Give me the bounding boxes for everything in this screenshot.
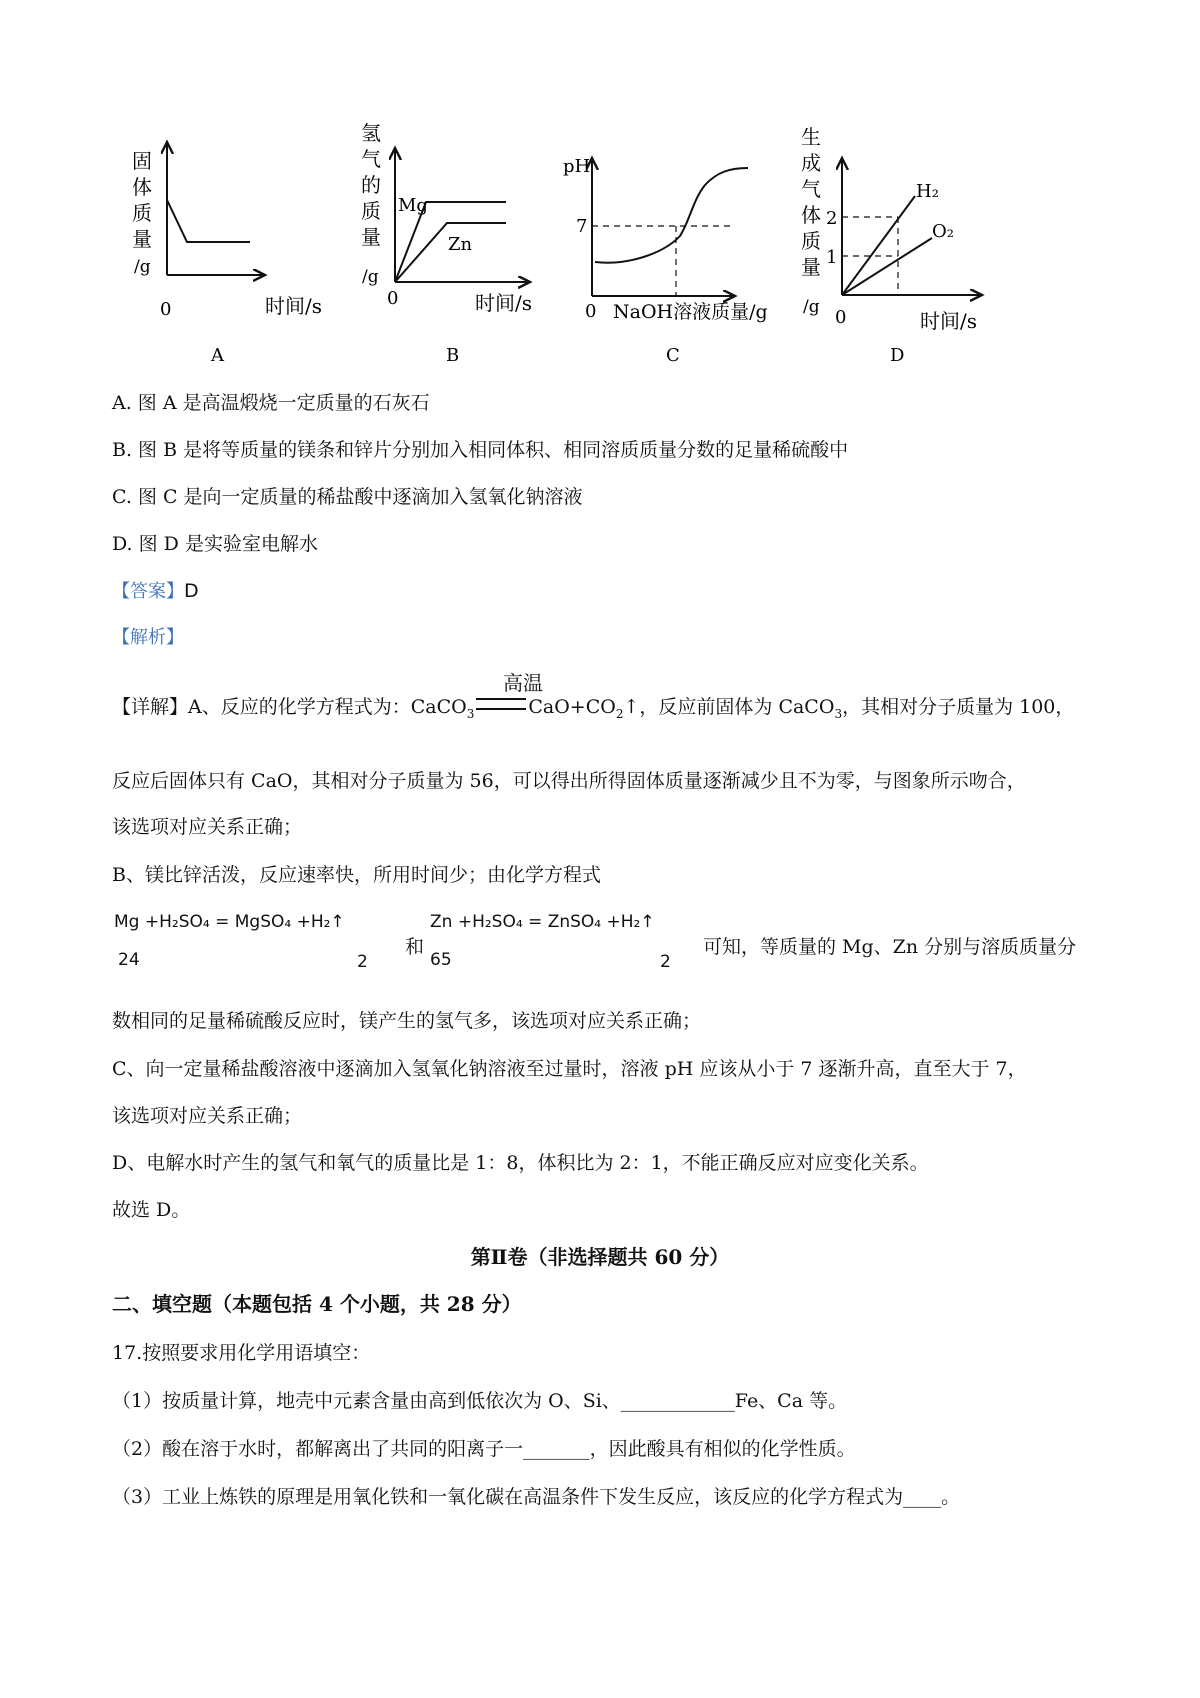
equation-zn: Zn +H₂SO₄ = ZnSO₄ +H₂↑ xyxy=(430,912,655,932)
figure-d xyxy=(801,125,982,366)
caco3-sub: 3 xyxy=(466,707,475,721)
detail-tag: 【详解】 xyxy=(112,696,189,718)
option-d: D. 图 D 是实验室电解水 xyxy=(112,533,318,555)
svg-text:/g: /g xyxy=(134,257,151,277)
figure-d-o2-line xyxy=(842,238,932,295)
caco3-sub-2: 3 xyxy=(834,707,843,721)
svg-text:质: 质 xyxy=(361,199,381,223)
figure-d-origin: 0 xyxy=(835,307,847,328)
figure-b-xlabel: 时间/s xyxy=(475,291,533,315)
figure-d-h2-label: H₂ xyxy=(916,181,939,202)
question-17-3: （3）工业上炼铁的原理是用氧化铁和一氧化碳在高温条件下发生反应，该反应的化学方程式为____。 xyxy=(112,1486,961,1508)
figure-a-letter: A xyxy=(211,345,224,366)
figure-b-letter: B xyxy=(446,345,460,366)
figure-b-ylabel xyxy=(361,121,381,287)
equation-zn-num1: 65 xyxy=(430,950,452,970)
figure-d-o2-label: O₂ xyxy=(932,221,954,242)
answer-value: D xyxy=(184,580,199,602)
svg-text:气: 气 xyxy=(361,147,381,171)
svg-text:量: 量 xyxy=(801,255,821,279)
svg-text:氢: 氢 xyxy=(361,121,381,145)
option-c: C. 图 C 是向一定质量的稀盐酸中逐滴加入氢氧化钠溶液 xyxy=(112,486,583,508)
svg-text:体: 体 xyxy=(801,203,821,227)
detail-a-line3: 该选项对应关系正确； xyxy=(112,816,303,838)
detail-choose: 故选 D。 xyxy=(112,1199,191,1221)
detail-a-suffix1: ，反应前固体为 CaCO xyxy=(639,696,835,718)
detail-a-prefix: A、反应的化学方程式为：CaCO xyxy=(188,696,467,718)
svg-text:/g: /g xyxy=(362,267,379,287)
equation-and: 和 xyxy=(405,936,425,958)
reaction-equals xyxy=(476,698,526,710)
svg-text:生: 生 xyxy=(801,125,821,149)
figure-d-xlabel: 时间/s xyxy=(920,309,978,333)
detail-a-suffix2: ，其相对分子质量为 100， xyxy=(842,696,1075,718)
detail-c-line2: 该选项对应关系正确； xyxy=(112,1105,303,1127)
figure-b xyxy=(361,121,532,366)
figure-c-origin: 0 xyxy=(585,301,597,322)
equation-mg: Mg +H₂SO₄ = MgSO₄ +H₂↑ xyxy=(114,912,345,932)
figure-b-origin: 0 xyxy=(387,288,399,309)
svg-text:量: 量 xyxy=(361,225,381,249)
svg-text:气: 气 xyxy=(801,177,821,201)
detail-a-line1 xyxy=(112,692,1074,719)
figure-a xyxy=(132,142,322,366)
answer-line xyxy=(112,577,199,603)
detail-b-line1: B、镁比锌活泼，反应速率快，所用时间少；由化学方程式 xyxy=(112,864,601,886)
figure-a-xlabel: 时间/s xyxy=(265,294,323,318)
question-17: 17.按照要求用化学用语填空： xyxy=(112,1342,371,1364)
equation-mg-num2: 2 xyxy=(357,952,368,972)
equation-mg-num1: 24 xyxy=(118,950,140,970)
figure-c xyxy=(563,156,768,366)
figure-c-letter: C xyxy=(666,345,680,366)
detail-a-line2: 反应后固体只有 CaO，其相对分子质量为 56，可以得出所得固体质量逐渐减少且不为零，与图象所示吻合， xyxy=(112,770,1026,792)
question-17-1: （1）按质量计算，地壳中元素含量由高到低依次为 O、Si、____________Fe、Ca 等。 xyxy=(112,1390,848,1412)
svg-text:量: 量 xyxy=(132,227,152,251)
detail-c-line1: C、向一定量稀盐酸溶液中逐滴加入氢氧化钠溶液至过量时，溶液 pH 应该从小于 7 逐渐升高，直至大于 7， xyxy=(112,1058,1027,1080)
co2-sub: 2 xyxy=(615,707,624,721)
svg-text:的: 的 xyxy=(361,173,381,197)
detail-b-line3: 数相同的足量稀硫酸反应时，镁产生的氢气多，该选项对应关系正确； xyxy=(112,1010,702,1032)
section-title: 第Ⅱ卷（非选择题共 60 分） xyxy=(470,1245,730,1269)
figure-d-tick2: 2 xyxy=(826,208,838,229)
figure-a-ylabel xyxy=(132,149,152,277)
figure-a-origin: 0 xyxy=(160,299,172,320)
figure-d-ylabel xyxy=(801,125,821,317)
svg-text:成: 成 xyxy=(801,151,821,175)
figure-c-tick7: 7 xyxy=(576,216,588,237)
detail-d-line: D、电解水时产生的氢气和氧气的质量比是 1：8，体积比为 2：1，不能正确反应对应变化关系。 xyxy=(112,1152,929,1174)
figure-a-curve xyxy=(167,200,250,242)
figure-c-ylabel: pH xyxy=(563,156,591,177)
equation-zn-num2: 2 xyxy=(660,952,671,972)
detail-product: CaO+CO xyxy=(528,696,616,718)
figure-d-letter: D xyxy=(890,345,905,366)
up-arrow: ↑ xyxy=(623,696,640,718)
option-a: A. 图 A 是高温煅烧一定质量的石灰石 xyxy=(112,392,430,414)
question-17-2: （2）酸在溶于水时，都解离出了共同的阳离子一_______，因此酸具有相似的化学性质。 xyxy=(112,1438,856,1460)
figure-c-ph-curve xyxy=(595,168,748,263)
svg-text:体: 体 xyxy=(132,175,152,199)
svg-text:质: 质 xyxy=(801,229,821,253)
analysis-tag: 【解析】 xyxy=(112,627,184,648)
svg-text:/g: /g xyxy=(803,297,820,317)
option-b: B. 图 B 是将等质量的镁条和锌片分别加入相同体积、相同溶质质量分数的足量稀硫酸中 xyxy=(112,439,849,461)
figure-d-h2-line xyxy=(842,196,915,295)
figure-b-zn-label: Zn xyxy=(448,234,473,255)
svg-text:质: 质 xyxy=(132,201,152,225)
part-title: 二、填空题（本题包括 4 个小题，共 28 分） xyxy=(112,1292,522,1316)
svg-text:固: 固 xyxy=(132,149,152,173)
detail-condition: 高温 xyxy=(503,671,543,695)
detail-b-tail: 可知，等质量的 Mg、Zn 分别与溶质质量分 xyxy=(703,936,1077,958)
figure-c-xlabel: NaOH溶液质量/g xyxy=(613,301,768,323)
figures-svg xyxy=(0,0,1200,380)
figure-b-mg-label: Mg xyxy=(398,195,428,216)
answer-tag: 【答案】 xyxy=(112,581,184,602)
figure-d-tick1: 1 xyxy=(826,247,838,268)
